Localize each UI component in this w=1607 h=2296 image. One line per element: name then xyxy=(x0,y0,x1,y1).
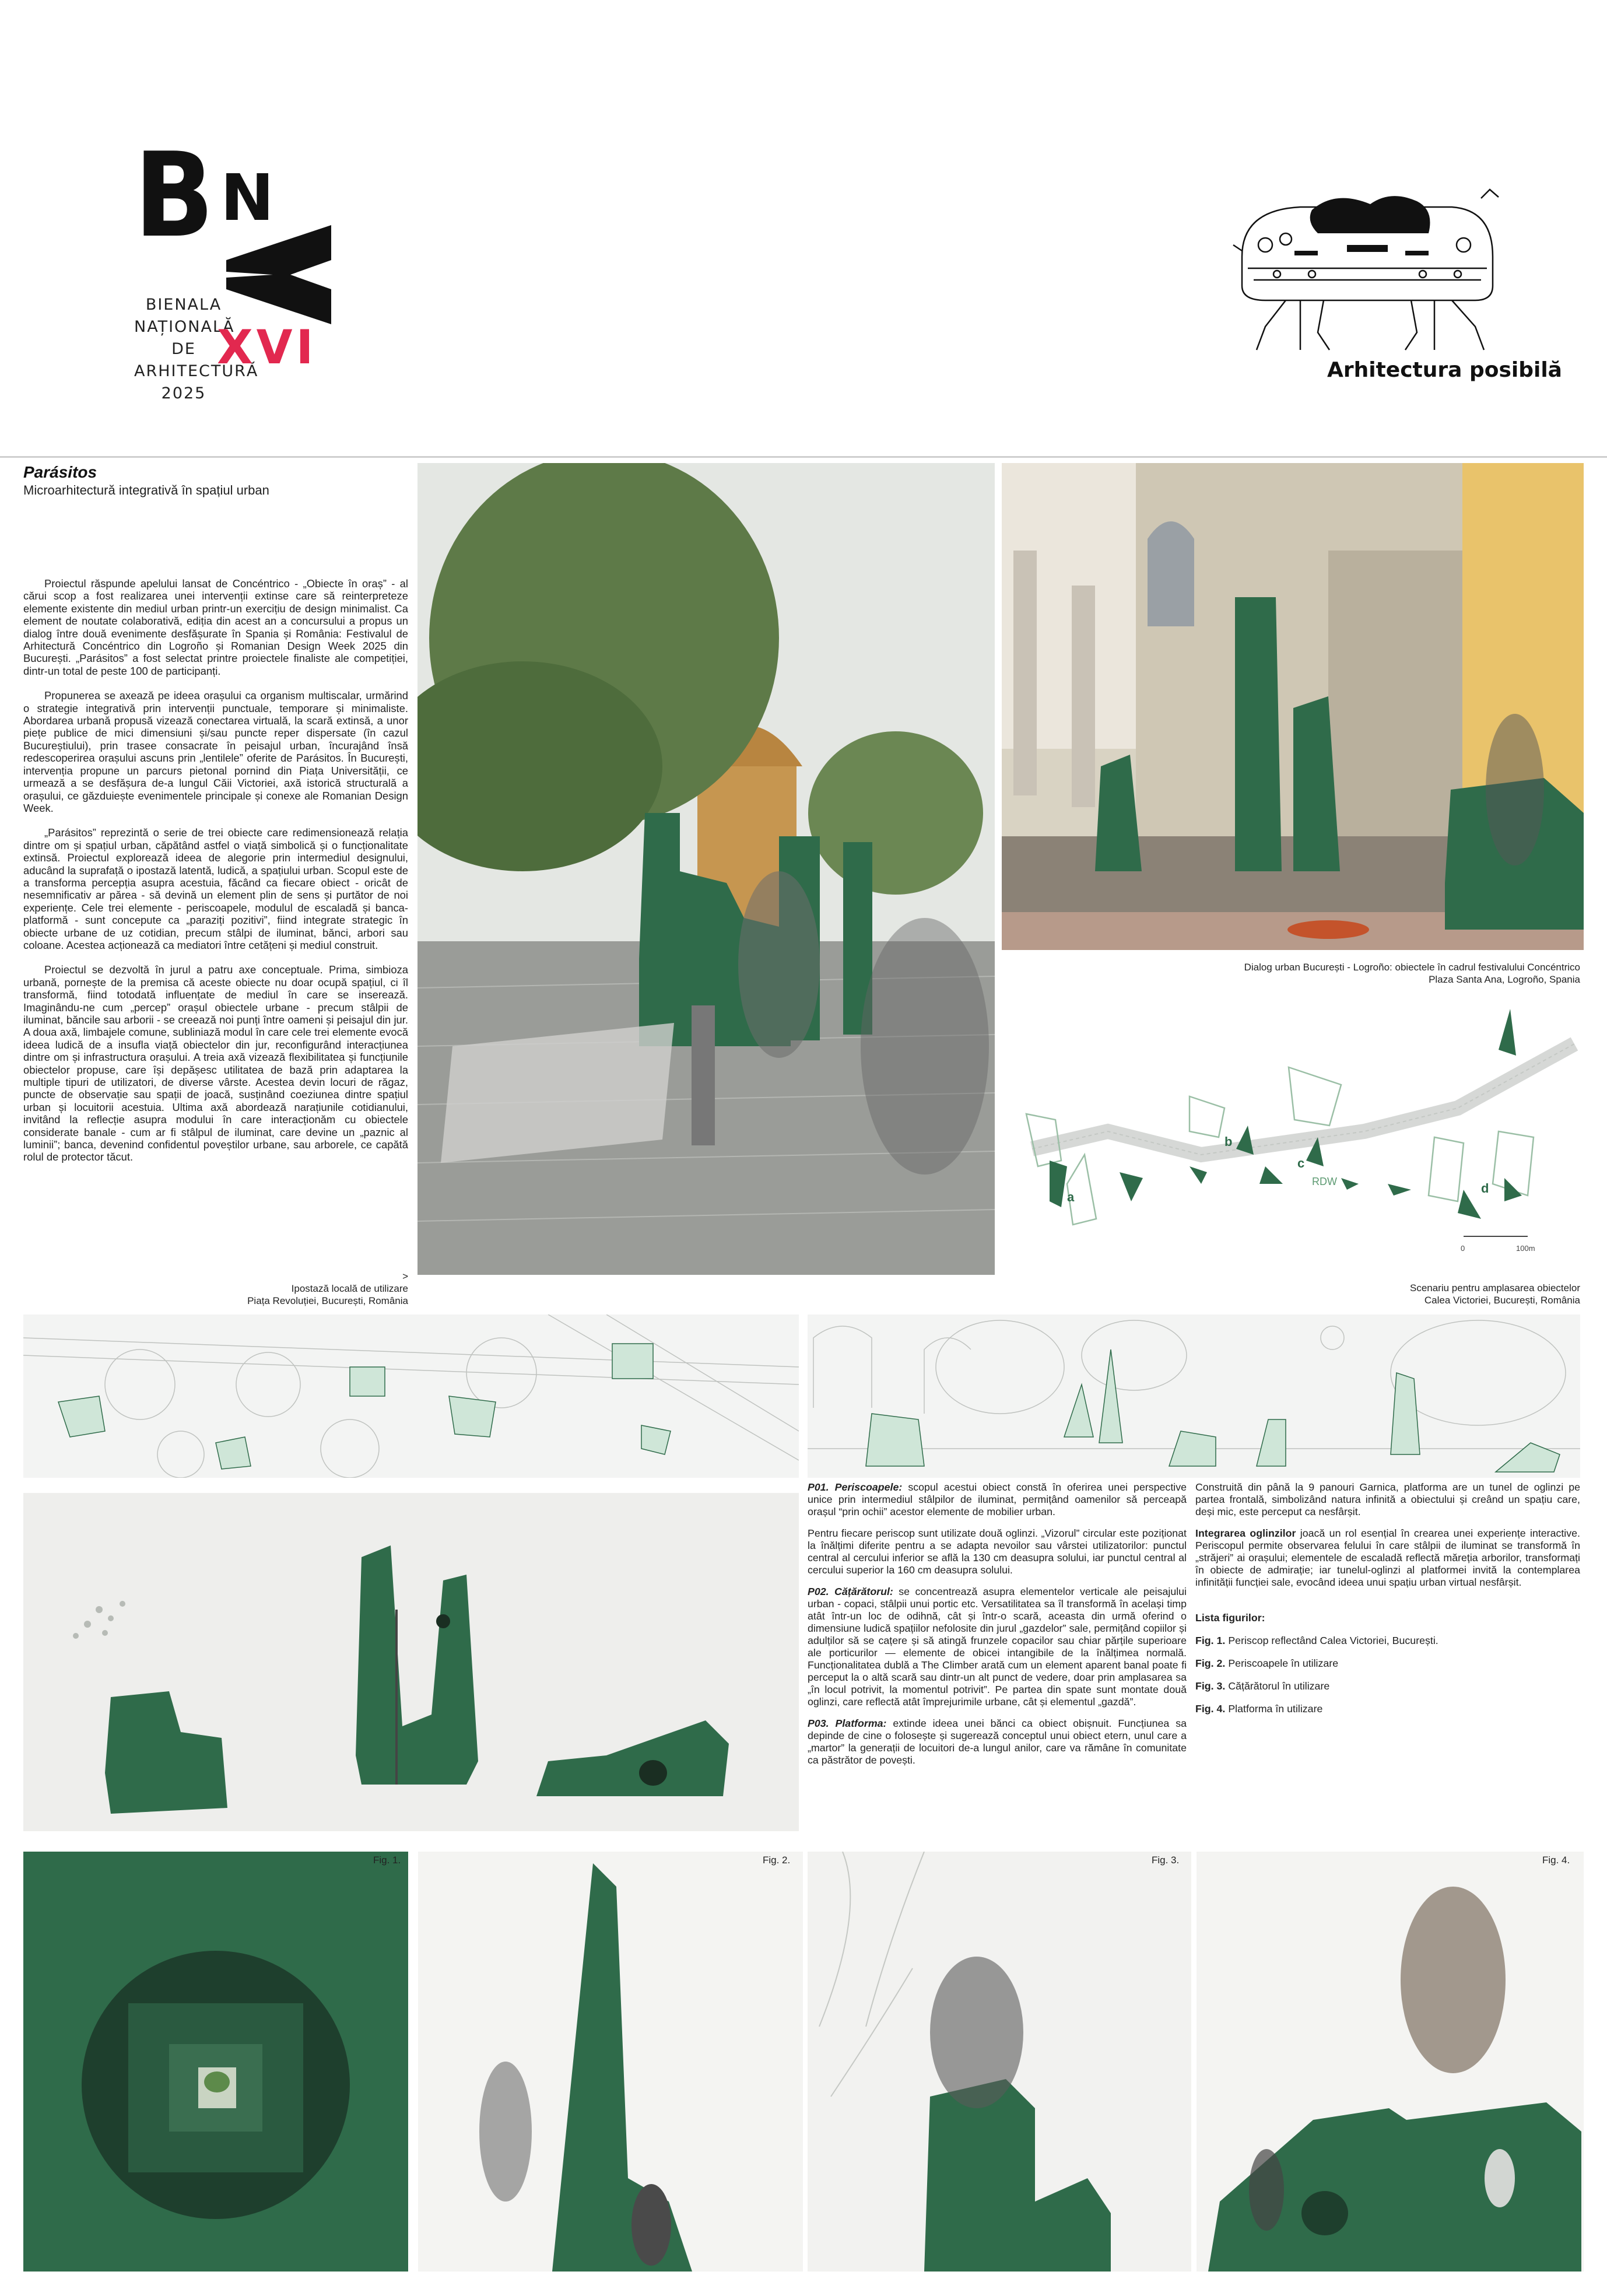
p03-paragraph xyxy=(808,1717,1187,1766)
bienala-tagline: Arhitectura posibilă xyxy=(1327,358,1562,382)
figure-4-tag: Fig. 4. xyxy=(1542,1855,1570,1866)
figure-list-item xyxy=(1195,1680,1580,1692)
figure-list-text: Periscop reflectând Calea Victoriei, București. xyxy=(1225,1635,1438,1646)
p02-paragraph xyxy=(808,1586,1187,1708)
figure-list-text: Periscoapele în utilizare xyxy=(1225,1657,1339,1669)
main-photo-caption xyxy=(175,1270,408,1307)
caption-line: Scenariu pentru amplasarea obiectelor xyxy=(1409,1282,1580,1294)
caption-line: Plaza Santa Ana, Logroño, Spania xyxy=(1429,974,1580,985)
logrono-plaza-photo xyxy=(1002,463,1584,950)
site-map-calea-victoriei xyxy=(1015,1009,1580,1260)
p02-text: se concentrează asupra elementelor verticale ale peisajului urban - copaci, stâlpii unui portic etc. Versatilitatea sa îl transformă în același timp atât într-un loc de odihnă, cât și într-o scară, aceasta din urmă oferind o dimensiune ludică spațiilor nefolosite din jurul „gazdelor” sale, permițând copiilor și adulților să se cațere și să atingă frunzele copacilor sau chiar părțile superioare ale porticurilor — elemente de obicei intangibile de la înălțimea normală. Funcționalitatea dublă a The Climber arată cum un element aparent banal poate fi perceput la o altă scară sau dintr-un alt punct de vedere, doar prin amplasarea sa „în locul potrivit, la momentul potrivit”. Pe partea din spate sunt montate două oglinzi, care reflectă atât împrejurimile urbane, cât și elementul „gazdă”. xyxy=(808,1586,1187,1708)
intro-paragraph: Proiectul răspunde apelului lansat de Concéntrico - „Obiecte în oraș” - al cărui scop a fost realizarea unei intervenții extinse care să reinterpreteze elemente existente din mediul urban printr-un exercițiu de design minimalist. Ca element de noutate colaborativă, ediția din acest an a concursului a propus un dialog între două evenimente desfășurate în Spania și România: Festivalul de Arhitectură Concéntrico din Logroño și Romanian Design Week 2025 din București. „Parásitos” a fost selectat printre proiectele finaliste ale competiției, dintr-un total de peste 100 de participanți. xyxy=(23,577,408,677)
figure-list-num: Fig. 4. xyxy=(1195,1703,1226,1715)
logo-letter-n: N xyxy=(220,160,275,235)
objects-description-right xyxy=(1195,1481,1580,1726)
figure-list-num: Fig. 3. xyxy=(1195,1680,1226,1692)
project-title: Parásitos xyxy=(23,463,97,481)
map-scale-start: 0 xyxy=(1461,1244,1465,1253)
figure-3-climber-in-use xyxy=(808,1852,1191,2272)
caption-line: Ipostază locală de utilizare xyxy=(291,1283,408,1294)
figure-1-periscope-view xyxy=(23,1852,408,2272)
figure-list-title: Lista figurilor: xyxy=(1195,1612,1265,1624)
mirror-integration-text: joacă un rol esențial în crearea unei experiențe interactive. Periscopul permite observarea felului în care stâlpii de iluminat se transformă în „străjeri” ai orașului; elementele de escaladă reflectă măreția arborilor, transformați în obiecte de admirație; iar tunelul-oglinzi al platformei invită la contemplarea infinității funcției sale, evocând ideea unui spațiu urban virtual nesfârșit. xyxy=(1195,1527,1580,1588)
logo-line: ARHITECTURĂ xyxy=(134,362,259,380)
logo-letter-a xyxy=(220,219,337,336)
p01-paragraph xyxy=(808,1481,1187,1518)
map-rdw-label: RDW xyxy=(1312,1176,1337,1187)
intro-paragraph: „Parásitos” reprezintă o serie de trei obiecte care redimensionează relația dintre om și spațiul urban, căpătând astfel o viață simbolică și o funcționalitate extinsă. Proiectul explorează ideea de alegorie prin intermediul designului, aducând la suprafață o ipostază latentă, ludică, a spațiului urban. Scopul este de a transforma percepția asupra acestuia, făcând ca fiecare obiect - oricât de nesemnificativ ar părea - să devină un element plin de sens și purtător de noi experiențe. Cele trei elemente - periscoapele, modulul de escaladă și banca-platformă - sunt concepute ca „paraziți pozitivi”, fiind integrate strategic în obiecte urbane de uz cotidian, precum stâlpi de iluminat, bănci, arbori sau coloane. Acestea acționează ca mediatori între cetățeni și mediul construit. xyxy=(23,826,408,951)
street-elevation-drawing xyxy=(808,1314,1580,1478)
figure-1-tag: Fig. 1. xyxy=(373,1855,401,1866)
logrono-photo-caption xyxy=(1108,961,1580,986)
figure-list-text: Platforma în utilizare xyxy=(1225,1703,1323,1715)
figure-3-tag: Fig. 3. xyxy=(1152,1855,1180,1866)
caption-line: Dialog urban București - Logroño: obiectele în cadrul festivalului Concéntrico xyxy=(1244,962,1580,973)
p02-title: P02. Cățărătorul: xyxy=(808,1586,893,1597)
project-subtitle: Microarhitectură integrativă în spațiul urban xyxy=(23,483,269,497)
logo-line: 2025 xyxy=(161,384,206,402)
intro-text xyxy=(23,577,408,1176)
figure-2-periscopes-in-use xyxy=(418,1852,803,2272)
p01-title: P01. Periscoapele: xyxy=(808,1481,903,1493)
intro-paragraph: Propunerea se axează pe ideea orașului ca organism multiscalar, urmărind o strategie integrativă prin intervenții punctuale, temporare și minimaliste. Abordarea urbană propusă vizează conectarea virtuală, la scară extinsă, a unor piețe publice de mici dimensiuni și/sau puncte reper dispersate (în cazul Bucureștiului), prin trasee consacrate în peisajul urban, încurajând însă redescoperirea orașului ascuns prin „lentilele” oferite de Parásitos. În București, intervenția propune un parcurs pietonal pornind din Piața Universității, ce urmează a se desfășura de-a lungul Căii Victoriei, axă istorică structurală a orașului, ce găzduiește evenimentele principale și conexe ale Romanian Design Week. xyxy=(23,689,408,814)
logo-letter-b: B xyxy=(134,128,212,264)
p03-title: P03. Platforma: xyxy=(808,1717,887,1729)
figure-list-item xyxy=(1195,1635,1580,1647)
mirror-integration-bold: Integrarea oglinzilor xyxy=(1195,1527,1296,1539)
map-caption xyxy=(1108,1282,1580,1306)
map-scale-end: 100m xyxy=(1516,1244,1535,1253)
header-divider xyxy=(0,456,1607,458)
intro-paragraph: Proiectul se dezvoltă în jurul a patru axe conceptuale. Prima, simbioza urbană, pornește de la premisa că aceste obiecte nu doar ocupă spațiul, ci îl transformă, fiind totodată influențate de mediul în care se inserează. Imaginându-ne cum „percep” orașul obiectele urbane - precum stâlpii de iluminat, băncile sau arborii - se creează noi punți între oameni și peisajul din jur. A doua axă, limbajele comune, subliniază modul în care cele trei elemente evocă ideea ludică de a insufla viață obiectelor din jur, reconfigurând interacțiunea dintre om și infrastructura orașului. A treia axă vizează flexibilitatea și funcțiunile obiectelor propuse, care își depășesc utilitatea de bază prin adaptarea la multiple tipuri de utilizatori, de diverse vârste. Acestea devin locuri de răgaz, puncte de observație sau spații de joacă, susținând coeziunea dintre spațiul urban și locuitorii acestuia. Ultima axă abordează narațiunile cotidianului, invitând la reflecție asupra modului în care interacționăm cu obiectele considerate banale - cum ar fi stâlpul de iluminat, care devine un „paznic al luminii”; banca, devenind confidentul poveștilor urbane, sau arborele, ce capătă rolul de protector tăcut. xyxy=(23,963,408,1163)
map-point-c: c xyxy=(1297,1156,1305,1170)
figure-4-platform-in-use xyxy=(1197,1852,1584,2272)
three-objects-render xyxy=(23,1493,799,1831)
main-render-photo xyxy=(417,463,995,1275)
figure-list-item xyxy=(1195,1657,1580,1670)
figure-list-item xyxy=(1195,1703,1580,1715)
bna-logo xyxy=(134,128,356,406)
figure-list-num: Fig. 2. xyxy=(1195,1657,1226,1669)
figure-list-num: Fig. 1. xyxy=(1195,1635,1226,1646)
objects-description-left xyxy=(808,1481,1187,1776)
p01-text: scopul acestui obiect constă în oferirea unei perspective unice prin intermediul stâlpilor de iluminat, permițând oamenilor să perceapă orașul “prin ochii” acestor elemente de mobilier urban. xyxy=(808,1481,1187,1517)
walking-machine-illustration xyxy=(1230,187,1504,356)
map-point-d: d xyxy=(1481,1181,1489,1196)
site-plan-drawing xyxy=(23,1314,799,1478)
mirror-integration-paragraph xyxy=(1195,1527,1580,1589)
figure-2-tag: Fig. 2. xyxy=(763,1855,791,1866)
figure-list-text: Cățărătorul în utilizare xyxy=(1225,1680,1330,1692)
platform-mirror-paragraph: Construită din până la 9 panouri Garnica, platforma are un tunel de oglinzi pe partea frontală, simbolizând natura infinită a obiectului și creând un spațiu care, deși mic, este perceput ca nesfârșit. xyxy=(1195,1481,1580,1517)
caption-line: Calea Victoriei, București, România xyxy=(1424,1295,1580,1306)
logo-line: BIENALA xyxy=(145,296,222,314)
caption-line: Piața Revoluției, București, România xyxy=(247,1295,408,1306)
p03-text: extinde ideea unei bănci ca obiect obișnuit. Funcțiunea sa depinde de cine o folosește și sugerează conceptul unui obiect etern, unul care a „martor” la generații de locuitori de-a lungul anilor, care va rămâne în comunitate ca păstrător de povești. xyxy=(808,1717,1187,1766)
caption-arrow: > xyxy=(402,1271,408,1282)
p01-paragraph-2: Pentru fiecare periscop sunt utilizate două oglinzi. „Vizorul” circular este poziționat la înălțimi diferite pentru a se adapta nevoilor sau vârstei utilizatorilor: punctul central al cercului inferior se află la 130 cm deasupra solului, iar punctul central al cercului superior la 160 cm deasupra solului. xyxy=(808,1527,1187,1576)
map-point-a: a xyxy=(1067,1190,1075,1204)
logo-line: DE xyxy=(171,340,196,358)
map-point-b: b xyxy=(1224,1134,1233,1149)
logo-line: NAȚIONALĂ xyxy=(134,318,235,336)
edition-number: XVI xyxy=(217,320,317,374)
figure-list xyxy=(1195,1612,1580,1715)
